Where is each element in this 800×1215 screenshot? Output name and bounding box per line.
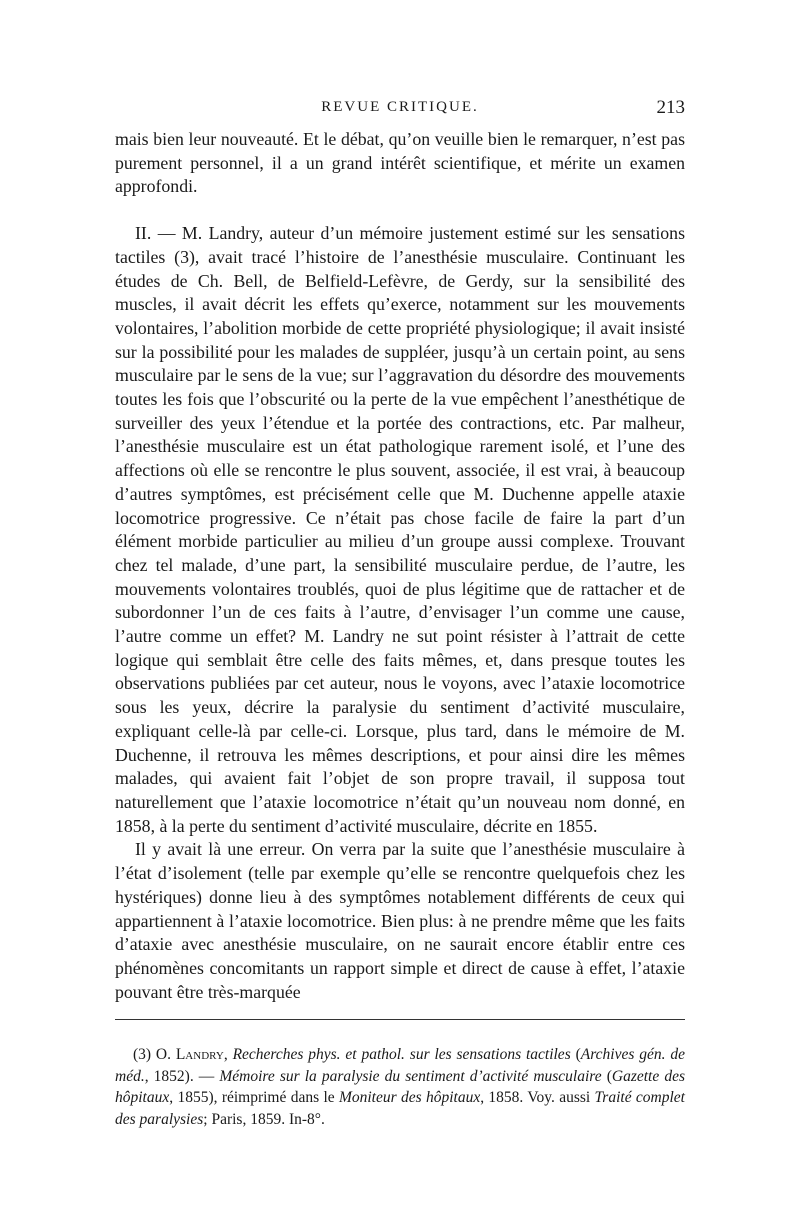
footnote-text: ( [601,1067,612,1085]
footnote-text: , 1855), réimprimé dans le [169,1089,339,1106]
footnote-journal: Archives gén. de méd. [115,1046,685,1085]
running-title: REVUE CRITIQUE. [321,99,479,115]
footnote-text: , 1852). — [144,1067,220,1085]
body-text [115,128,685,1004]
footnote-text: , [223,1046,233,1063]
page-header [115,97,685,121]
footnote-text: ; Paris, 1859. In-8°. [203,1110,325,1128]
footnote-title: Recherches phys. et pathol. sur les sensations tactiles [232,1046,571,1063]
paragraph-3: Il y avait là une erreur. On verra par la suite que l’anesthésie musculaire à l’état d’isolement (telle par exemple qu’elle se rencontre quelquefois chez les hystériques) donne lieu à des symptômes notablement différents de ceux qui appartiennent à l’ataxie locomotrice. Bien plus: à ne prendre même que les faits d’ataxie avec anesthésie musculaire, on ne saurait encore établir entre ces phénomènes concomitants un rapport simple et direct de cause à effet, l’ataxie pouvant être très-marquée [115,839,685,1002]
footnote-text: , 1858. Voy. aussi [480,1089,595,1106]
footnote-journal: Gazette des hôpitaux [115,1067,685,1106]
footnote-text: ( [570,1046,581,1063]
footnote-marker: (3) O. [133,1046,176,1063]
footnote-journal: Moniteur des hôpitaux [338,1089,481,1106]
footnote-title: Mémoire sur la paralysie du sentiment d’activité musculaire [219,1067,602,1085]
page-number: 213 [656,97,685,118]
footnote-separator [115,1019,685,1020]
footnote-3 [115,1044,685,1130]
paragraph-2: II. — M. Landry, auteur d’un mémoire justement estimé sur les sensations tactiles (3), avait tracé l’histoire de l’anesthésie musculaire. Continuant les études de Ch. Bell, de Belfield-Lefèvre, de Gerdy, sur la sensibilité des muscles, il avait décrit les effets qu’exerce, notamment sur les mouvements volontaires, l’abolition morbide de cette propriété physiologique; il avait insisté sur la possibilité pour les malades de suppléer, jusqu’à un certain point, au sens musculaire par le sens de la vue; sur l’aggravation du désordre des mouvements toutes les fois que l’obscurité ou la perte de la vue empêchent l’anesthétique de surveiller des yeux l’étendue et la portée des contractions, etc. Par malheur, l’anesthésie musculaire est un état pathologique rarement isolé, et l’une des affections où elle se rencontre le plus souvent, associée, il est vrai, à beaucoup d’autres symptômes, est précisément celle que M. Duchenne appelle ataxie locomotrice progressive. Ce n’était pas chose facile de faire la part d’un élément morbide particulier au milieu d’un groupe aussi complexe. Trouvant chez tel malade, d’une part, la sensibilité musculaire perdue, de l’autre, les mouvements volontaires troublés, quoi de plus légitime que de rattacher et de subordonner l’un de ces faits à l’autre, d’envisager l’un comme une cause, l’autre comme un effet? M. Landry ne sut point résister à l’attrait de cette logique qui semblait être celle des faits mêmes, et, dans presque toutes les observations publiées par cet auteur, nous le voyons, avec l’ataxie locomotrice sous les yeux, décrire la paralysie du sentiment d’activité musculaire, expliquant celle-là par celle-ci. Lorsque, plus tard, dans le mémoire de M. Duchenne, il retrouva les mêmes descriptions, et pour ainsi dire les mêmes malades, qui avaient fait l’objet de son propre travail, il supposa tout naturellement que l’ataxie locomotrice n’était qu’un nouveau nom donné, en 1858, à la perte du sentiment d’activité musculaire, décrite en 1855. [115,223,685,836]
footnote-author: Landry [175,1046,224,1063]
footnote-title: Traité complet des paralysies [115,1089,685,1128]
paragraph-1: mais bien leur nouveauté. Et le débat, qu’on veuille bien le remarquer, n’est pas purement personnel, il a un grand intérêt scientifique, et mérite un examen approfondi. [115,129,685,197]
